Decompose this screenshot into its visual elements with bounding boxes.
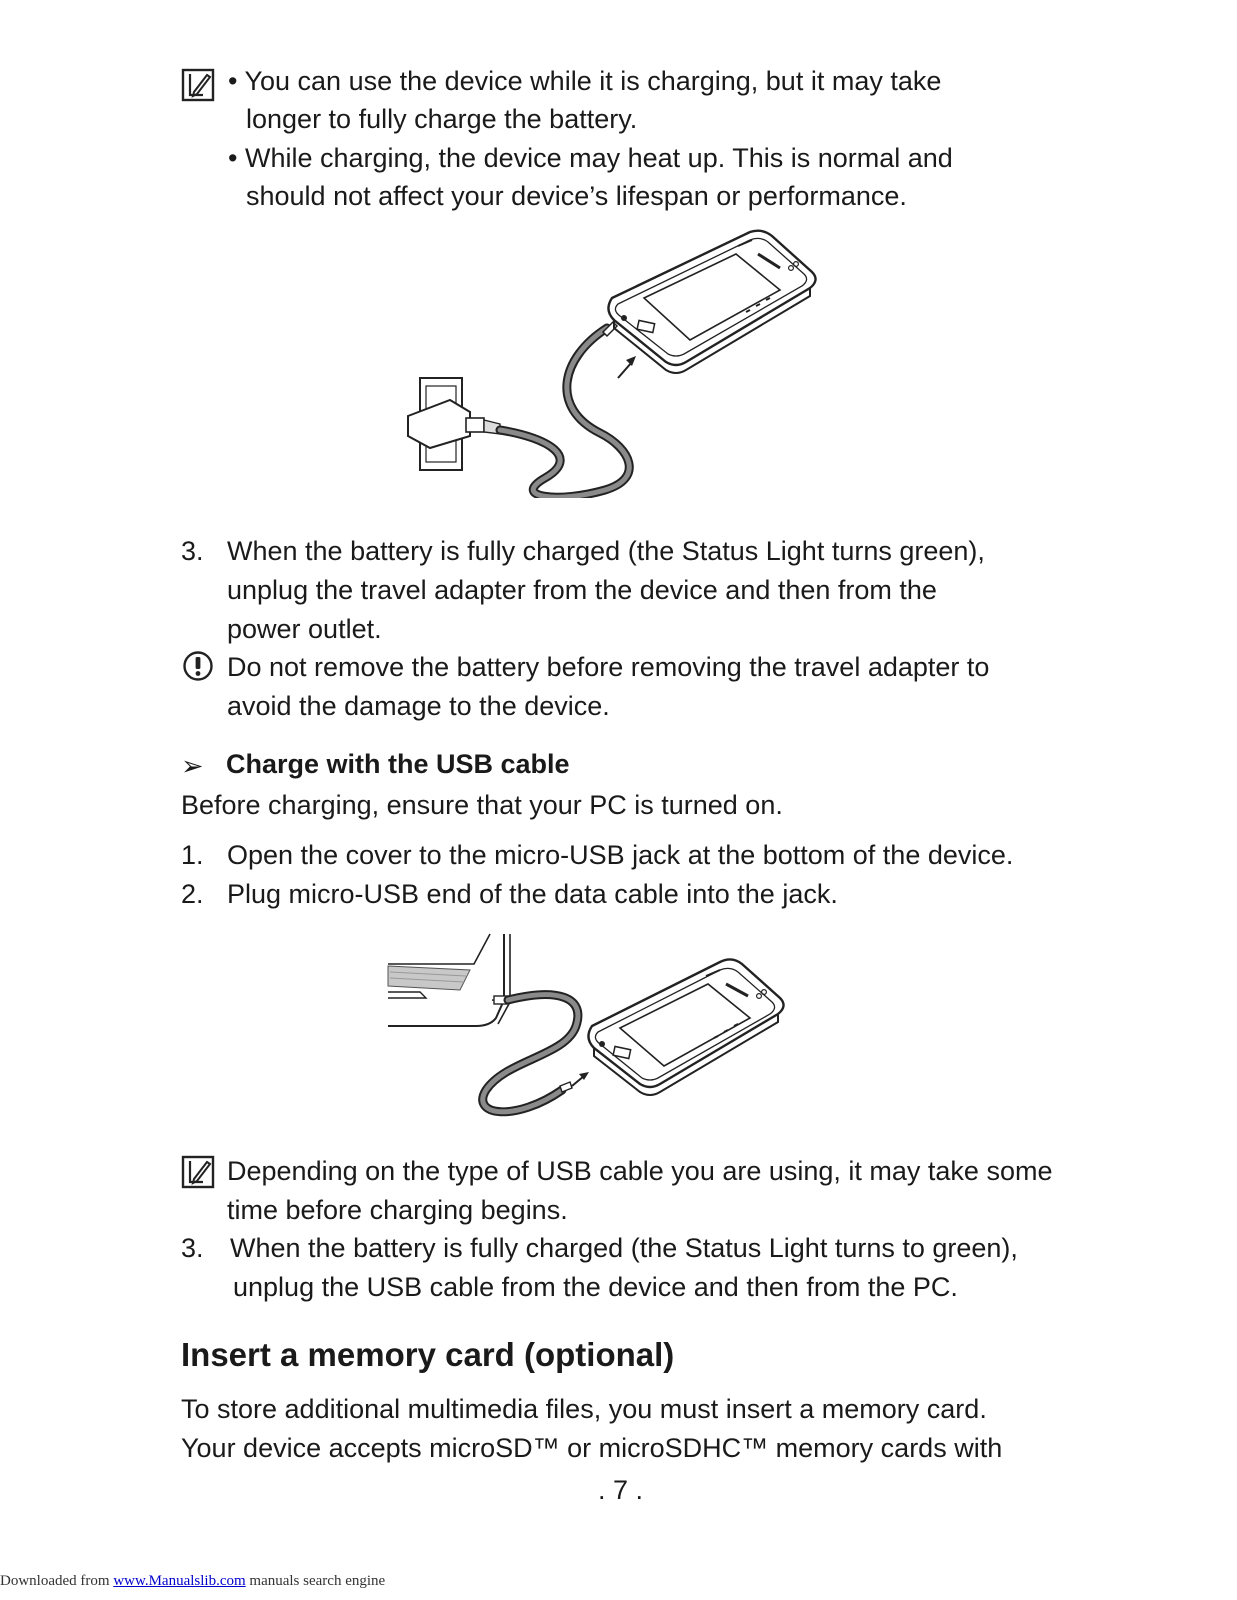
page-number: . 7 .	[598, 1475, 644, 1505]
note-icon	[181, 1155, 215, 1194]
step-3-line-1: When the battery is fully charged (the Status Light turns green),	[227, 536, 985, 566]
note-bullet-1-line-2: longer to fully charge the battery.	[246, 104, 638, 134]
note-2-line-2: time before charging begins.	[227, 1195, 568, 1225]
usb-pc-illustration	[386, 930, 806, 1135]
note-bullet-2-line-2: should not affect your device’s lifespan or performance.	[246, 181, 907, 211]
arrow-bullet-icon: ➢	[181, 751, 204, 782]
usb-step-1-number: 1.	[181, 840, 204, 870]
caution-line-2: avoid the damage to the device.	[227, 691, 610, 721]
usb-step-3-line-1: When the battery is fully charged (the Status Light turns to green),	[230, 1233, 1018, 1263]
usb-step-3-number: 3.	[181, 1233, 204, 1263]
travel-adapter-illustration	[400, 228, 830, 503]
footer-link[interactable]: www.Manualslib.com	[113, 1573, 246, 1589]
memory-line-2: Your device accepts microSD™ or microSDHC™ memory cards with	[181, 1433, 1003, 1463]
memory-line-1: To store additional multimedia files, you must insert a memory card.	[181, 1394, 987, 1424]
usb-step-3-line-2: unplug the USB cable from the device and then from the PC.	[233, 1272, 958, 1302]
step-3-line-2: unplug the travel adapter from the device and then from the	[227, 575, 937, 605]
footer-prefix: Downloaded from	[0, 1573, 114, 1589]
download-footer	[0, 1573, 385, 1590]
caution-icon	[182, 650, 214, 687]
note-icon	[181, 68, 215, 107]
note-bullet-1-line-1: • You can use the device while it is charging, but it may take	[228, 66, 942, 96]
usb-intro: Before charging, ensure that your PC is turned on.	[181, 790, 783, 820]
usb-step-1-text: Open the cover to the micro-USB jack at the bottom of the device.	[227, 840, 1014, 870]
note-2-line-1: Depending on the type of USB cable you are using, it may take some	[227, 1156, 1053, 1186]
step-3-line-3: power outlet.	[227, 614, 382, 644]
caution-line-1: Do not remove the battery before removing the travel adapter to	[227, 652, 990, 682]
footer-suffix: manuals search engine	[245, 1573, 386, 1589]
section-title-usb: Charge with the USB cable	[226, 749, 570, 779]
usb-step-2-number: 2.	[181, 879, 204, 909]
step-3-number: 3.	[181, 536, 204, 566]
section-heading-memory-card: Insert a memory card (optional)	[181, 1336, 675, 1373]
note-bullet-2-line-1: • While charging, the device may heat up. This is normal and	[228, 143, 953, 173]
usb-step-2-text: Plug micro-USB end of the data cable into the jack.	[227, 879, 838, 909]
